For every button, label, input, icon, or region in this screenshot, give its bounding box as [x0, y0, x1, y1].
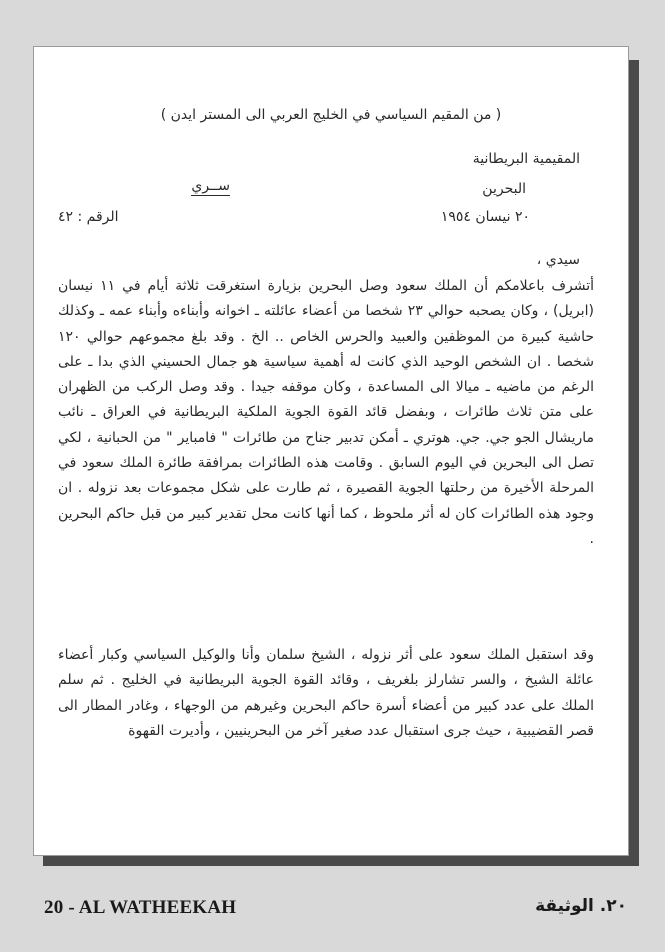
sender-city: البحرين: [482, 181, 526, 197]
reference-number: الرقم : ٤٢: [58, 209, 119, 225]
subject-line: ( من المقيم السياسي في الخليج العربي الى المستر ايدن ): [160, 107, 502, 123]
letter-body: [34, 47, 628, 855]
salutation: سيدي ،: [536, 252, 580, 268]
paragraph-1: أتشرف باعلامكم أن الملك سعود وصل البحرين بزيارة استغرقت ثلاثة أيام في ١١ نيسان (ابريل) ، وكان يصحبه حوالي ٢٣ شخصا من أعضاء عائلته ـ اخوانه وأبناءه وأبناء عمه ـ وكذلك حاشية كبيرة من الموظفين والعبيد والحرس الخاص .. الخ . وقد بلغ مجموعهم حوالي ١٢٠ شخصا . ان الشخص الوحيد الذي كانت له أهمية سياسية هو جمال الحسيني الذي بدا ـ على الرغم من ماضيه ـ ميالا الى المساعدة ، وكان موقفه جيدا . وقد وصل الركب من الظهران على متن ثلاث طائرات ، وبفضل قائد القوة الجوية الملكية البريطانية في العراق ـ نائب ماريشال الجو جي. جي. هوتري ـ أمكن تدبير جناح من طائرات " فامباير " من الحبانية ، لكي تصل الى البحرين في اليوم السابق . وقامت هذه الطائرات بمرافقة طائرة الملك سعود في المرحلة الأخيرة من رحلتها الجوية القصيرة ، ثم طارت على شكل مجموعات بعد نزوله . ان وجود هذه الطائرات كان له أثر ملحوظ ، كما أنها كانت محل تقدير كبير من قبل حاكم البحرين .: [58, 278, 594, 547]
sender-office: المقيمية البريطانية: [472, 151, 580, 167]
letter-date: ٢٠ نيسان ١٩٥٤: [440, 209, 530, 225]
paragraph-2: وقد استقبل الملك سعود على أثر نزوله ، الشيخ سلمان وأنا والوكيل السياسي وكبار أعضاء عائلة الشيخ ، والسر تشارلز بلغريف ، وقائد القوة الجوية البريطانية في الخليج . ثم سلم الملك على عدد كبير من أعضاء أسرة حاكم البحرين وغيرهم من الوجهاء ، وغادر المطار الى قصر القضيبية ، حيث جرى استقبال عدد صغير آخر من البحرينيين ، وأديرت القهوة: [58, 647, 594, 739]
footer-publication-latin: 20 - AL WATHEEKAH: [44, 897, 237, 918]
footer-publication-arabic: ٢٠. الوثيقة: [535, 896, 627, 916]
classification-mark: ســري: [191, 178, 230, 194]
document-page: [33, 46, 629, 856]
